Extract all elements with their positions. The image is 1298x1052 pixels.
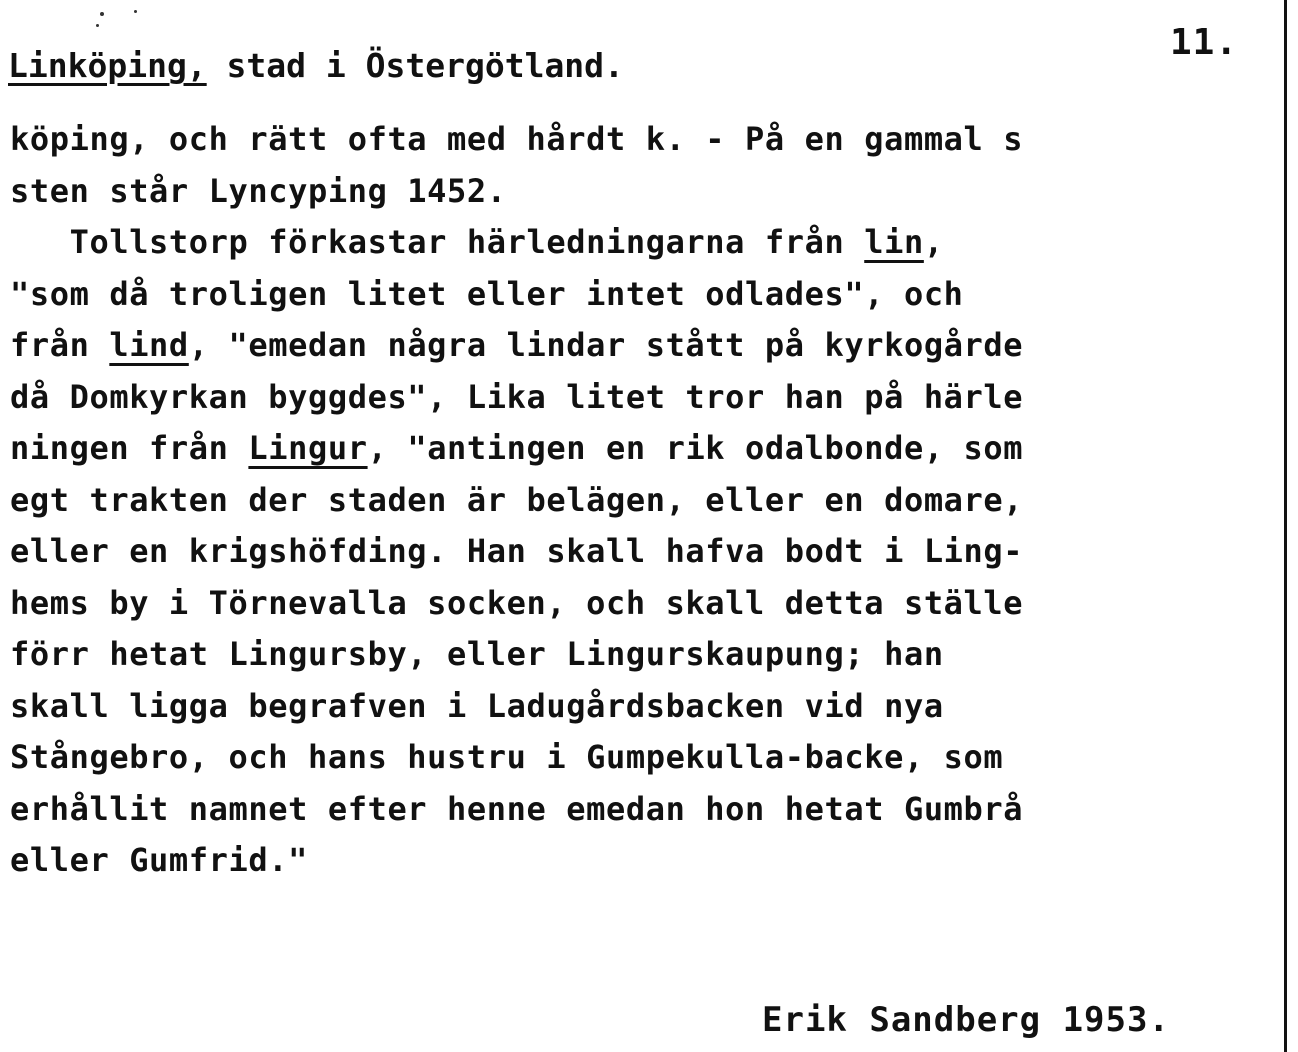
text-line (10, 629, 1298, 681)
body-text (10, 114, 1298, 887)
scan-speck (134, 10, 137, 13)
underlined-word: lin (864, 223, 924, 261)
text-line (10, 217, 1298, 269)
text-line (10, 114, 1298, 166)
text-line (10, 166, 1298, 218)
page-number: 11. (1170, 22, 1239, 63)
text-run: ningen från (10, 429, 249, 467)
text-run: från (10, 326, 110, 364)
underlined-word: lind (109, 326, 189, 364)
text-run: eller en krigshöfding. Han skall hafva bodt i Ling- (10, 532, 1024, 570)
text-run: köping, och rätt ofta med hårdt k. - På en gammal s (10, 120, 1024, 158)
text-run: hems by i Törnevalla socken, och skall detta ställe (10, 583, 1024, 622)
text-run: erhållit namnet efter henne emedan hon hetat Gumbrå (10, 789, 1024, 828)
text-run: , "antingen en rik odalbonde, som (367, 429, 1024, 467)
header-description: stad i Östergötland. (206, 46, 624, 85)
text-line (10, 835, 1298, 887)
text-run: , "emedan några lindar stått på kyrkogårde (188, 326, 1024, 364)
underlined-word: Lingur (248, 429, 368, 467)
text-line (10, 423, 1298, 475)
header-place-name: Linköping, (8, 46, 207, 85)
text-run: egt trakten der staden är belägen, eller en domare, (10, 480, 1024, 519)
text-line (10, 784, 1298, 836)
text-run: skall ligga begrafven i Ladugårdsbacken vid nya (10, 686, 944, 725)
signature: Erik Sandberg 1953. (762, 1000, 1170, 1040)
text-line (10, 526, 1298, 578)
text-line (10, 269, 1298, 321)
text-line (10, 681, 1298, 733)
text-line (10, 372, 1298, 424)
text-run: "som då troligen litet eller intet odlades", och (10, 274, 964, 313)
scan-speck (96, 24, 99, 27)
text-line (10, 578, 1298, 630)
text-run: eller Gumfrid." (10, 841, 308, 879)
text-run: , (923, 223, 944, 261)
text-run: då Domkyrkan byggdes", Lika litet tror han på härle (10, 377, 1024, 416)
document-header (8, 46, 624, 85)
scan-speck (100, 12, 104, 16)
text-run: sten står Lyncyping 1452. (10, 171, 507, 210)
text-line (10, 475, 1298, 527)
text-line (10, 732, 1298, 784)
text-run: förr hetat Lingursby, eller Lingurskaupung; han (10, 635, 944, 673)
text-line (10, 320, 1298, 372)
text-run: Tollstorp förkastar härledningarna från (10, 223, 865, 261)
text-run: Stångebro, och hans hustru i Gumpekulla-backe, som (10, 738, 1004, 776)
